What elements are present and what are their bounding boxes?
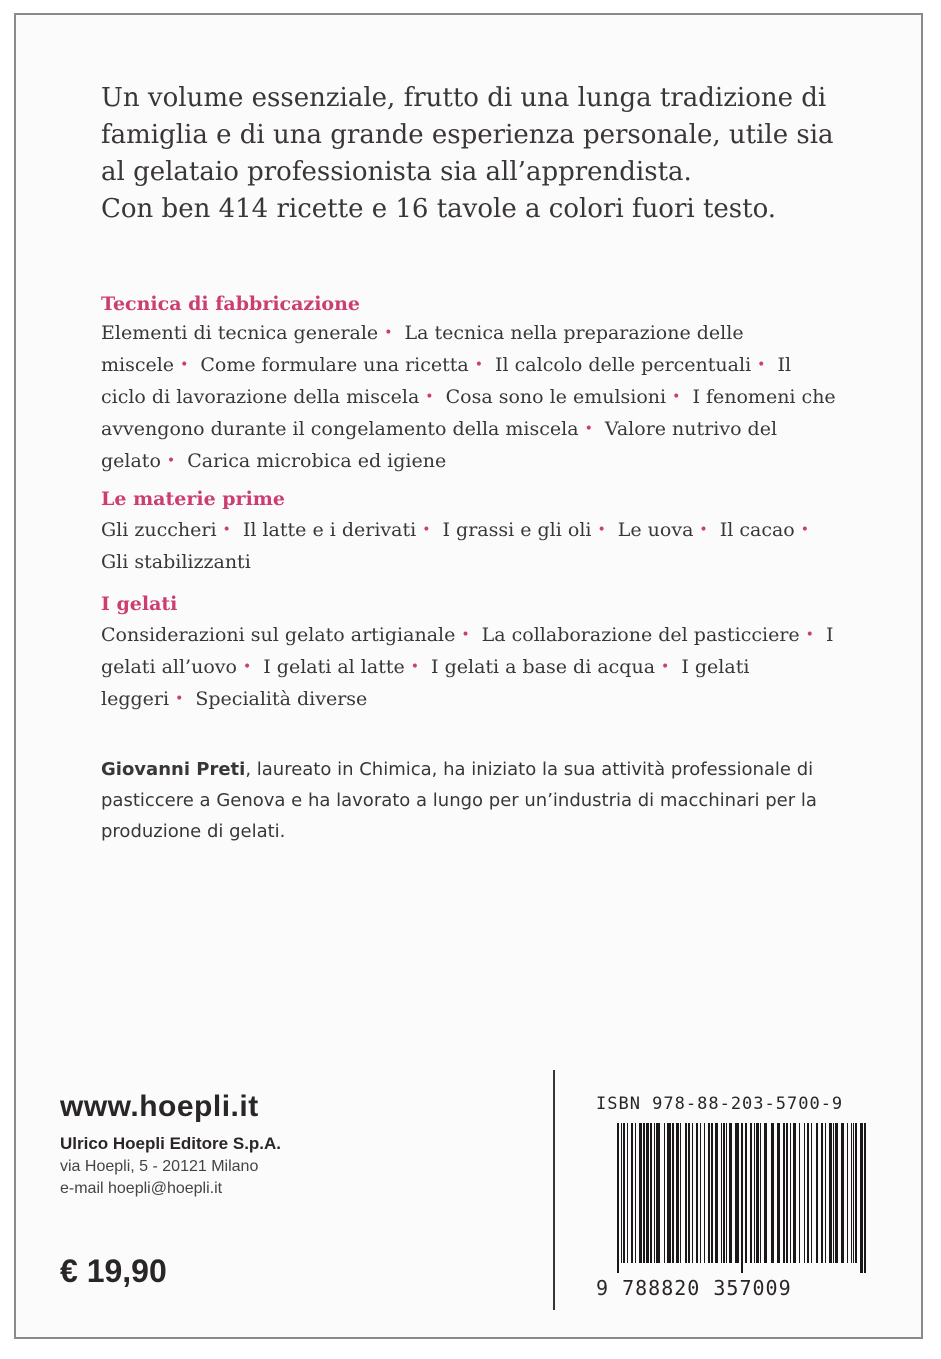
- bullet-separator: •: [757, 357, 766, 373]
- barcode-digits: 9 788820 357009: [596, 1276, 792, 1300]
- barcode-bar: [700, 1123, 701, 1263]
- barcode-bar: [680, 1123, 681, 1263]
- bullet-separator: •: [425, 389, 434, 405]
- author-bio: [101, 754, 841, 847]
- barcode-bar: [786, 1123, 788, 1263]
- topic-item: Come formulare una ricetta: [200, 354, 469, 376]
- barcode-bar: [692, 1123, 693, 1263]
- topic-item: La tecnica nella preparazione delle miscele: [101, 322, 744, 376]
- barcode-bar: [664, 1123, 665, 1263]
- topic-item: Le uova: [617, 519, 694, 541]
- isbn-label: ISBN 978-88-203-5700-9: [596, 1094, 844, 1114]
- barcode-bar: [729, 1123, 732, 1263]
- barcode-bar: [829, 1123, 832, 1263]
- bullet-separator: •: [597, 522, 606, 538]
- barcode-bar: [672, 1123, 674, 1263]
- barcode-bar: [627, 1123, 628, 1263]
- barcode-bar: [853, 1123, 854, 1263]
- topic-item: I gelati a base di acqua: [431, 656, 656, 678]
- barcode-bar: [723, 1123, 725, 1263]
- bullet-separator: •: [166, 453, 176, 469]
- topic-item: Gli zuccheri: [101, 519, 217, 541]
- bullet-separator: •: [222, 522, 231, 538]
- barcode-bar: [735, 1123, 739, 1263]
- barcode-bar: [847, 1123, 848, 1263]
- barcode-bar: [807, 1123, 809, 1263]
- barcode-bar: [811, 1123, 812, 1263]
- barcode-icon: [617, 1123, 867, 1273]
- barcode-bar: [654, 1123, 655, 1263]
- barcode-bar: [833, 1123, 834, 1263]
- barcode-bar: [783, 1123, 785, 1263]
- section-heading-gelati: I gelati: [101, 593, 178, 615]
- topic-item: Il calcolo delle percentuali: [495, 354, 752, 376]
- barcode-bar: [715, 1123, 718, 1263]
- barcode-bar: [760, 1123, 761, 1263]
- barcode-bar: [745, 1123, 747, 1263]
- topic-item: I grassi e gli oli: [442, 519, 592, 541]
- publisher-url[interactable]: www.hoepli.it: [60, 1090, 259, 1123]
- author-bio-text: , laureato in Chimica, ha iniziato la sua attività professionale di pasticcere a Genova e ha lavorato a lungo per un’industria di macchinari per la produzione di gelati.: [101, 759, 817, 842]
- section-heading-materie-prime: Le materie prime: [101, 488, 285, 510]
- topic-item: I gelati all’uovo: [101, 624, 834, 678]
- topic-item: Il cacao: [719, 519, 795, 541]
- barcode-bar: [639, 1123, 642, 1263]
- barcode-bar: [617, 1123, 619, 1273]
- bullet-separator: •: [422, 522, 431, 538]
- section-body-tecnica: [101, 317, 841, 477]
- barcode-bar: [777, 1123, 780, 1263]
- barcode-bar: [804, 1123, 805, 1263]
- barcode-bar: [835, 1123, 838, 1263]
- bullet-separator: •: [699, 522, 708, 538]
- barcode-bar: [754, 1123, 755, 1263]
- topic-item: Considerazioni sul gelato artigianale: [101, 624, 456, 646]
- topic-item: Il latte e i derivati: [242, 519, 417, 541]
- publisher-address: via Hoepli, 5 - 20121 Milano: [60, 1158, 259, 1175]
- publisher-block: [60, 1090, 281, 1198]
- bullet-separator: •: [242, 659, 252, 675]
- topic-item: I fenomeni che avvengono durante il congelamento della miscela: [101, 386, 836, 440]
- barcode-bar: [696, 1123, 698, 1263]
- barcode-bar: [711, 1123, 713, 1263]
- topic-item: I gelati leggeri: [101, 656, 750, 710]
- topic-item: Carica microbica ed igiene: [187, 450, 447, 472]
- barcode-bar: [855, 1123, 857, 1263]
- barcode-bar: [771, 1123, 774, 1263]
- topic-item: Gli stabilizzanti: [101, 551, 251, 573]
- barcode-bar: [864, 1123, 866, 1273]
- barcode-bar: [756, 1123, 759, 1263]
- topic-item: Specialità diverse: [195, 688, 368, 710]
- topic-item: La collaborazione del pasticciere: [481, 624, 800, 646]
- barcode-bar: [704, 1123, 705, 1263]
- barcode-bar: [851, 1123, 852, 1263]
- bullet-separator: •: [800, 522, 809, 538]
- barcode-bar: [741, 1123, 743, 1273]
- barcode-bar: [646, 1123, 649, 1263]
- bullet-separator: •: [410, 659, 419, 675]
- bullet-separator: •: [461, 627, 470, 643]
- barcode-bar: [750, 1123, 752, 1263]
- barcode-bar: [667, 1123, 671, 1263]
- barcode-bar: [688, 1123, 690, 1263]
- barcode-bar: [635, 1123, 636, 1263]
- barcode-bar: [821, 1123, 823, 1263]
- barcode-bar: [623, 1123, 625, 1263]
- topic-item: Valore nutrivo del gelato: [101, 418, 778, 472]
- barcode-bar: [764, 1123, 767, 1263]
- barcode-bar: [708, 1123, 710, 1263]
- author-name: Giovanni Preti: [101, 759, 246, 780]
- barcode-bar: [643, 1123, 645, 1263]
- barcode-bar: [860, 1123, 863, 1273]
- barcode-bar: [790, 1123, 791, 1263]
- barcode-bar: [631, 1123, 633, 1263]
- publisher-email[interactable]: e-mail hoepli@hoepli.it: [60, 1180, 223, 1197]
- barcode-bar: [799, 1123, 800, 1263]
- barcode-bar: [621, 1123, 622, 1263]
- section-heading-tecnica: Tecnica di fabbricazione: [101, 293, 361, 315]
- bullet-separator: •: [805, 627, 814, 643]
- barcode-bar: [656, 1123, 660, 1263]
- topic-item: Il ciclo di lavorazione della miscela: [101, 354, 792, 408]
- barcode-bar: [685, 1123, 687, 1263]
- barcode-bar: [721, 1123, 722, 1263]
- price: € 19,90: [60, 1253, 167, 1289]
- barcode-bar: [676, 1123, 679, 1263]
- bullet-separator: •: [474, 357, 483, 373]
- bullet-separator: •: [584, 421, 593, 437]
- bullet-separator: •: [384, 325, 393, 341]
- topic-item: I gelati al latte: [263, 656, 405, 678]
- section-body-materie-prime: [101, 514, 841, 578]
- topic-item: Elementi di tecnica generale: [101, 322, 379, 344]
- barcode-bar: [650, 1123, 652, 1263]
- section-body-gelati: [101, 619, 841, 715]
- bullet-separator: •: [175, 691, 184, 707]
- barcode-bar: [825, 1123, 826, 1263]
- barcode-bar: [726, 1123, 727, 1263]
- barcode-bar: [793, 1123, 796, 1263]
- divider-line: [553, 1070, 555, 1310]
- bullet-separator: •: [180, 357, 189, 373]
- topic-item: Cosa sono le emulsioni: [445, 386, 667, 408]
- barcode-bar: [816, 1123, 818, 1263]
- bullet-separator: •: [672, 389, 681, 405]
- barcode-bar: [841, 1123, 844, 1263]
- publisher-name: Ulrico Hoepli Editore S.p.A.: [60, 1134, 282, 1153]
- intro-text: Un volume essenziale, frutto di una lunga tradizione di famiglia e di una grande esperienza personale, utile sia al gelataio professionista sia all’apprendista. Con ben 414 ricette e 16 tavole a colori fuori testo.: [101, 83, 834, 224]
- bullet-separator: •: [661, 659, 670, 675]
